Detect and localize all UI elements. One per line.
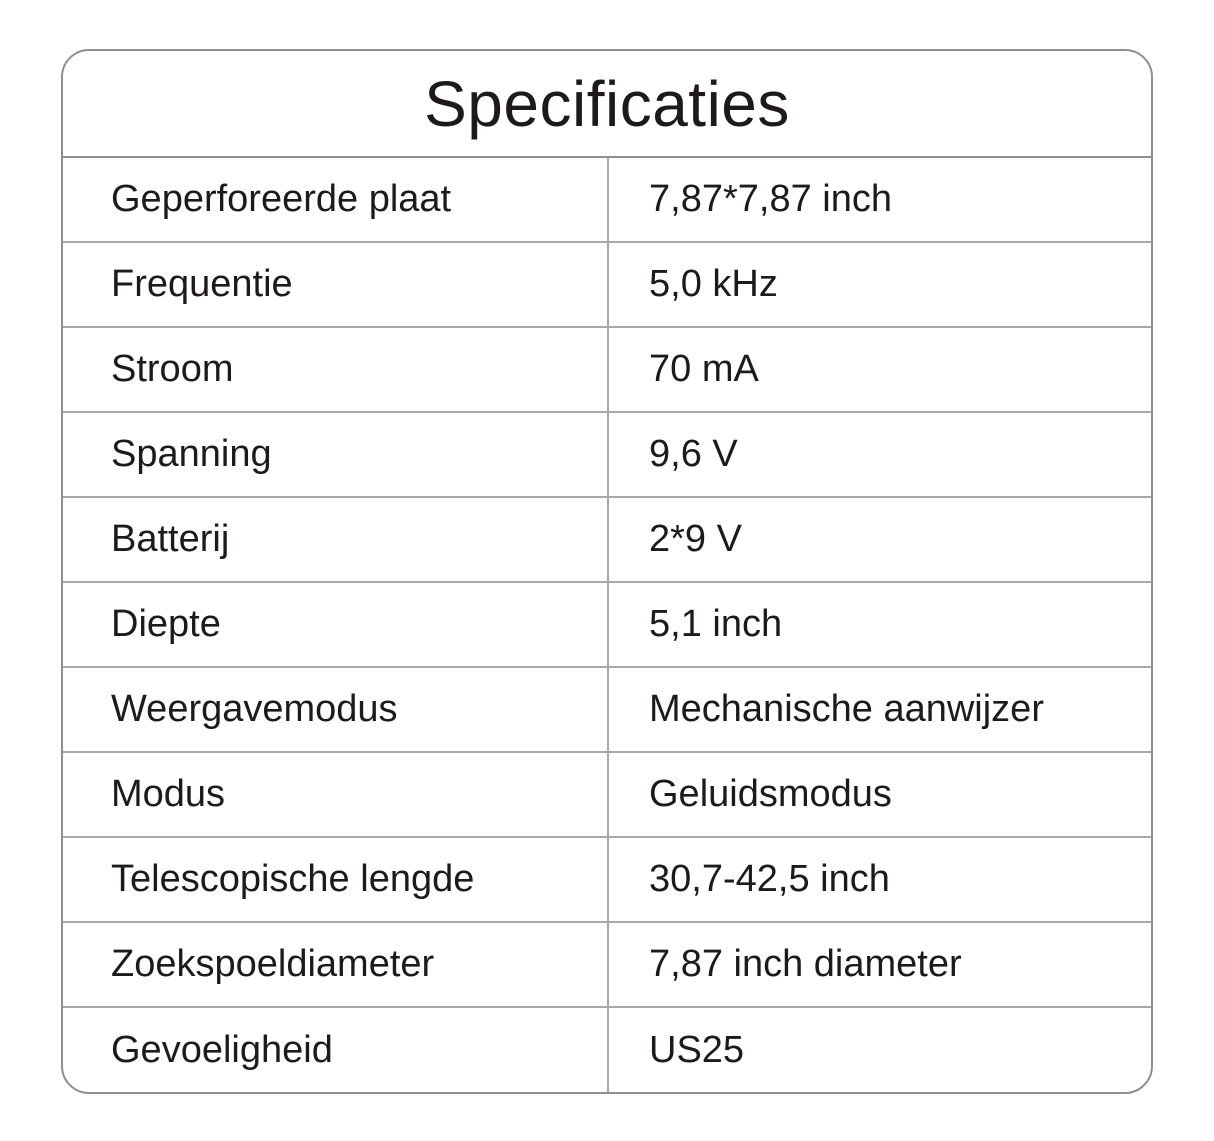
spec-row-sensitivity — [63, 1008, 1151, 1093]
spec-row-current — [63, 328, 1151, 413]
spec-value: 30,7-42,5 inch — [649, 858, 890, 900]
spec-label: Stroom — [63, 328, 609, 411]
spec-value: 9,6 V — [649, 433, 738, 475]
spec-value: 5,1 inch — [649, 603, 783, 645]
spec-label: Zoekspoeldiameter — [63, 923, 609, 1006]
specifications-table — [63, 158, 1151, 1093]
spec-value: 7,87*7,87 inch — [649, 178, 892, 220]
spec-label: Frequentie — [63, 243, 609, 326]
spec-value: Geluidsmodus — [649, 773, 892, 815]
spec-label: Modus — [63, 753, 609, 836]
spec-value: 2*9 V — [649, 518, 742, 560]
spec-row-battery — [63, 498, 1151, 583]
spec-value: US25 — [649, 1029, 745, 1071]
spec-value: 5,0 kHz — [649, 263, 778, 305]
spec-value: 70 mA — [649, 348, 759, 390]
spec-row-perforated-plate — [63, 158, 1151, 243]
specifications-card — [61, 49, 1153, 1094]
spec-row-search-coil-diameter — [63, 923, 1151, 1008]
spec-row-telescopic-length — [63, 838, 1151, 923]
spec-label: Weergavemodus — [63, 668, 609, 751]
spec-row-frequency — [63, 243, 1151, 328]
spec-row-depth — [63, 583, 1151, 668]
specifications-title: Specificaties — [63, 51, 1151, 158]
spec-value: Mechanische aanwijzer — [649, 688, 1044, 730]
spec-row-display-mode — [63, 668, 1151, 753]
spec-label: Telescopische lengde — [63, 838, 609, 921]
spec-label: Batterij — [63, 498, 609, 581]
spec-label: Spanning — [63, 413, 609, 496]
spec-value: 7,87 inch diameter — [649, 943, 962, 985]
spec-label: Geperforeerde plaat — [63, 158, 609, 241]
spec-row-mode — [63, 753, 1151, 838]
spec-label: Gevoeligheid — [63, 1008, 609, 1093]
spec-row-voltage — [63, 413, 1151, 498]
spec-label: Diepte — [63, 583, 609, 666]
